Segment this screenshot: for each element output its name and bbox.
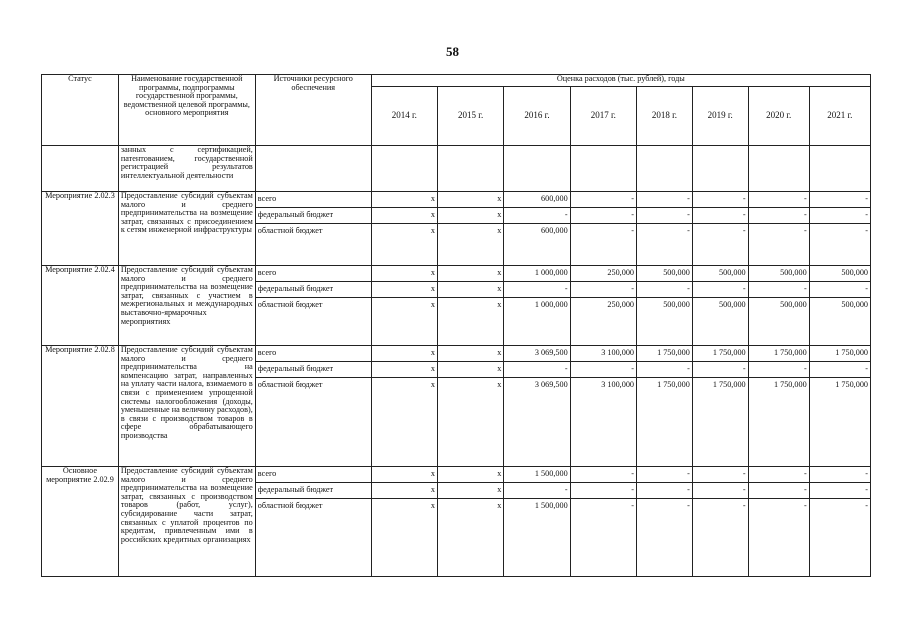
amount-value: - [637,192,692,208]
measure-name: Предоставление субсидий субъектам малого и среднего предпринимательства на возмещение затрат, связанных с участием в межрегиональных и международных выставочно-ярмарочных мероприятиях [118,266,255,346]
year-values-cell [809,467,870,577]
year-values-cell [748,266,809,346]
amount-value: x [372,208,437,224]
year-values-cell [748,467,809,577]
program-row [42,346,871,467]
amount-value: x [438,266,503,282]
amount-value: x [438,346,503,362]
header-year: 2020 г. [748,87,809,146]
source-label: всего [256,266,371,282]
amount-value: 1 750,000 [712,380,746,389]
year-values-cell [437,346,503,467]
amount-value: 1 750,000 [810,346,870,362]
source-label: федеральный бюджет [256,483,371,499]
year-values-cell [748,346,809,467]
amount-value: 3 069,500 [534,380,568,389]
amount-value: - [810,467,870,483]
amount-value: - [631,226,634,235]
amount-value: x [430,300,435,309]
year-values-cell [437,266,503,346]
amount-value: - [571,483,636,499]
amount-value: x [372,346,437,362]
amount-value: - [571,192,636,208]
amount-value: - [504,208,569,224]
amount-value: - [749,483,809,499]
amount-value: x [372,467,437,483]
year-values-cell [570,346,636,467]
header-year: 2019 г. [692,87,748,146]
amount-value: 600,000 [541,226,568,235]
measure-name: Предоставление субсидий субъектам малого и среднего предпринимательства на компенсацию затрат, направленных на уплату части налога, взимаемого в связи с применением упрощенной системы налогообложения (доходы, уменьшенные на величину расходов), в связи с производством товаров в сфере обрабатывающего производства [118,346,255,467]
amount-value: - [865,226,868,235]
amount-value: - [810,192,870,208]
amount-value: x [497,226,502,235]
amount-value: 1 500,000 [534,501,568,510]
amount-value: x [430,226,435,235]
amount-value: - [803,501,807,510]
continuation-row [42,146,871,192]
amount-value: 500,000 [841,300,868,309]
status-cell: Основное мероприятие 2.02.9 [42,467,119,577]
amount-value: 3 069,500 [504,346,569,362]
sources-cell [255,192,371,266]
amount-value: 600,000 [504,192,569,208]
header-year: 2021 г. [809,87,870,146]
header-year: 2014 г. [371,87,437,146]
budget-table [41,74,871,577]
amount-value: - [749,208,809,224]
program-row [42,192,871,266]
year-values-cell [570,192,636,266]
status-cell: Мероприятие 2.02.3 [42,192,119,266]
program-row [42,467,871,577]
header-sources: Источники ресурсного обеспечения [255,75,371,146]
header-year: 2018 г. [637,87,693,146]
amount-value: 500,000 [780,300,807,309]
year-values-cell [504,266,570,346]
year-values-cell [371,192,437,266]
header-status: Статус [42,75,119,146]
year-values-cell [809,266,870,346]
amount-value: x [438,362,503,378]
amount-value: x [438,282,503,298]
year-values-cell [637,192,693,266]
amount-value: x [372,483,437,499]
amount-value: 500,000 [693,266,748,282]
amount-value: - [687,226,690,235]
sources-cell [255,346,371,467]
year-values-cell [637,467,693,577]
year-values-cell [371,467,437,577]
amount-value: x [372,266,437,282]
amount-value: x [438,192,503,208]
measure-name: Предоставление субсидий субъектам малого и среднего предпринимательства на возмещение затрат, связанных с присоединением к сетям инженерной инфраструктуры [118,192,255,266]
amount-value: - [803,226,807,235]
amount-value: 3 100,000 [601,380,634,389]
amount-value: - [749,362,809,378]
year-values-cell [692,467,748,577]
year-values-cell [692,346,748,467]
year-values-cell [504,346,570,467]
status-cell: Мероприятие 2.02.4 [42,266,119,346]
source-label: федеральный бюджет [256,282,371,298]
source-label: областной бюджет [257,300,323,309]
amount-value: x [497,300,502,309]
amount-value: x [438,467,503,483]
year-values-cell [809,346,870,467]
amount-value: 1 750,000 [835,380,868,389]
year-values-cell [692,266,748,346]
amount-value: 250,000 [571,266,636,282]
amount-value: 1 000,000 [504,266,569,282]
year-values-cell [504,192,570,266]
header-name: Наименование государственной программы, подпрограммы государственной программы, ведомственной целевой программы, основного мероприятия [118,75,255,146]
amount-value: - [571,282,636,298]
year-values-cell [748,192,809,266]
amount-value: 500,000 [749,266,809,282]
year-values-cell [504,467,570,577]
amount-value: - [742,226,746,235]
amount-value: x [372,192,437,208]
amount-value: 1 750,000 [657,380,690,389]
source-label: областной бюджет [257,380,323,389]
amount-value: 1 750,000 [693,346,748,362]
amount-value: 500,000 [663,300,690,309]
source-label: областной бюджет [257,226,323,235]
amount-value: 1 750,000 [637,346,692,362]
source-label: федеральный бюджет [256,208,371,224]
amount-value: x [430,380,435,389]
amount-value: - [810,282,870,298]
amount-value: - [637,483,692,499]
amount-value: - [637,467,692,483]
sources-cell [255,467,371,577]
header-year: 2016 г. [504,87,570,146]
year-values-cell [437,192,503,266]
source-label: федеральный бюджет [256,362,371,378]
amount-value: 1 750,000 [749,346,809,362]
status-cell: Мероприятие 2.02.8 [42,346,119,467]
amount-value: - [637,282,692,298]
year-values-cell [637,266,693,346]
amount-value: - [693,208,748,224]
amount-value: x [497,501,502,510]
amount-value: - [749,467,809,483]
amount-value: 1 500,000 [504,467,569,483]
amount-value: x [372,282,437,298]
amount-value: - [504,483,569,499]
amount-value: x [438,208,503,224]
amount-value: - [810,208,870,224]
header-year: 2015 г. [437,87,503,146]
amount-value: - [749,192,809,208]
measure-name: Предоставление субсидий субъектам малого и среднего предпринимательства на возмещение затрат, связанных с производством товаров (работ, услуг), субсидирование части затрат, связанных с уплатой процентов по кредитам, привлеченным ими в российских кредитных организациях [118,467,255,577]
amount-value: - [637,208,692,224]
amount-value: - [693,467,748,483]
amount-value: - [571,467,636,483]
amount-value: 1 750,000 [773,380,807,389]
amount-value: - [810,362,870,378]
amount-value: x [438,483,503,499]
header-year: 2017 г. [570,87,636,146]
amount-value: - [504,282,569,298]
amount-value: - [687,501,690,510]
amount-value: 500,000 [719,300,746,309]
year-values-cell [371,266,437,346]
amount-value: 250,000 [607,300,634,309]
source-label: всего [256,192,371,208]
header-estimate: Оценка расходов (тыс. рублей), годы [371,75,870,87]
source-label: всего [256,467,371,483]
year-values-cell [437,467,503,577]
source-label: всего [256,346,371,362]
amount-value: x [430,501,435,510]
amount-value: - [742,501,746,510]
amount-value: - [810,483,870,499]
sources-cell [255,266,371,346]
year-values-cell [637,346,693,467]
amount-value: 500,000 [637,266,692,282]
amount-value: x [497,380,502,389]
amount-value: - [865,501,868,510]
amount-value: 1 000,000 [534,300,568,309]
program-row [42,266,871,346]
year-values-cell [809,192,870,266]
continuation-text: занных с сертификацией, патентованием, государственной регистрацией результатов интеллектуальной деятельности [118,146,255,192]
year-values-cell [570,467,636,577]
amount-value: - [749,282,809,298]
year-values-cell [371,346,437,467]
amount-value: 3 100,000 [571,346,636,362]
source-label: областной бюджет [257,501,323,510]
amount-value: - [631,501,634,510]
amount-value: - [693,282,748,298]
amount-value: - [693,192,748,208]
year-values-cell [692,192,748,266]
year-values-cell [570,266,636,346]
amount-value: - [571,362,636,378]
amount-value: 500,000 [810,266,870,282]
amount-value: - [504,362,569,378]
amount-value: - [637,362,692,378]
page-number: 58 [446,44,459,59]
amount-value: - [571,208,636,224]
amount-value: - [693,483,748,499]
amount-value: - [693,362,748,378]
amount-value: x [372,362,437,378]
